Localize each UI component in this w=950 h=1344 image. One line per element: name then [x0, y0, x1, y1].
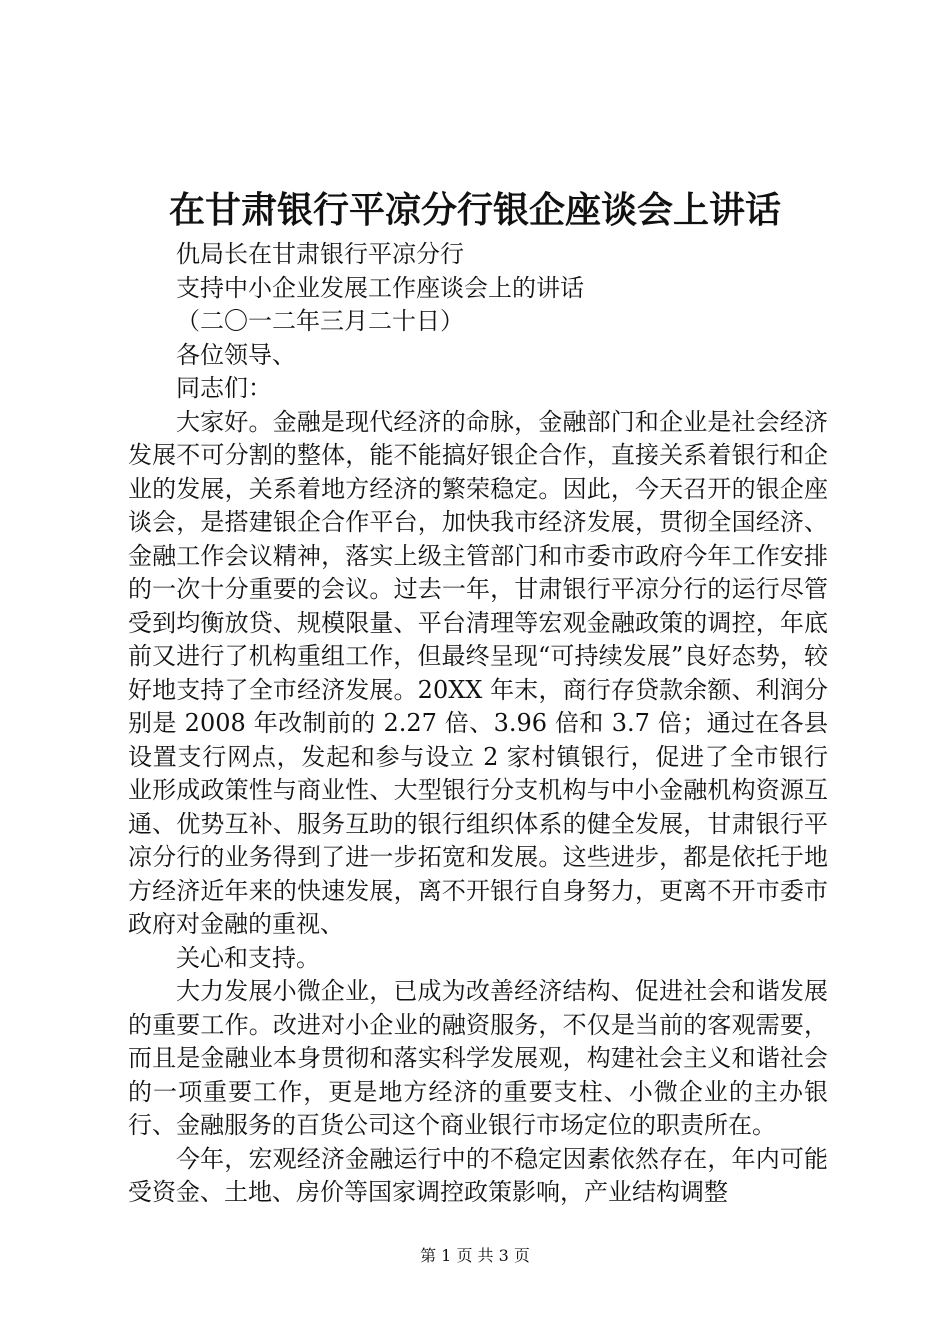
salutation-comrades: 同志们：	[176, 374, 272, 402]
paragraph-3: 大力发展小微企业，已成为改善经济结构、促进社会和谐发展的重要工作。改进对小企业的融资服务，不仅是当前的客观需要，而且是金融业本身贯彻和落实科学发展观，构建社会主义和谐社会的一项重要工作，更是地方经济的重要支柱、小微企业的主办银行、金融服务的百货公司这个商业银行市场定位的职责所在。	[128, 977, 828, 1139]
document-body	[128, 238, 828, 1210]
paragraph-2: 关心和支持。	[176, 943, 320, 972]
page-footer: 第 1 页 共 3 页	[420, 1246, 530, 1265]
paragraph-4: 今年，宏观经济金融运行中的不稳定因素依然存在，年内可能受资金、土地、房价等国家调控政策影响，产业结构调整	[128, 1144, 828, 1206]
header-line-date: （二〇一二年三月二十日）	[176, 307, 464, 335]
salutation-leaders: 各位领导、	[176, 340, 296, 369]
paragraph-1: 大家好。金融是现代经济的命脉，金融部门和企业是社会经济发展不可分割的整体，能不能搞好银企合作，直接关系着银行和企业的发展，关系着地方经济的繁荣稳定。因此，今天召开的银企座谈会，是搭建银企合作平台，加快我市经济发展，贯彻全国经济、金融工作会议精神，落实上级主管部门和市委市政府今年工作安排的一次十分重要的会议。过去一年，甘肃银行平凉分行的运行尽管受到均衡放贷、规模限量、平台清理等宏观金融政策的调控，年底前又进行了机构重组工作，但最终呈现“可持续发展”良好态势，较好地支持了全市经济发展。20XX 年末，商行存贷款余额、利润分别是 2008 年改制前的 2.27 倍、3.96 倍和 3.7 倍；通过在各县设置支行网点，发起和参与设立 2 家村镇银行，促进了全市银行业形成政策性与商业性、大型银行分支机构与中小金融机构资源互通、优势互补、服务互助的银行组织体系的健全发展，甘肃银行平凉分行的业务得到了进一步拓宽和发展。这些进步，都是依托于地方经济近年来的快速发展，离不开银行自身努力，更离不开市委市政府对金融的重视、	[128, 407, 828, 938]
header-line-subtitle: 支持中小企业发展工作座谈会上的讲话	[176, 273, 584, 302]
header-line-speaker: 仇局长在甘肃银行平凉分行	[176, 240, 464, 268]
document-title: 在甘肃银行平凉分行银企座谈会上讲话	[168, 189, 781, 231]
